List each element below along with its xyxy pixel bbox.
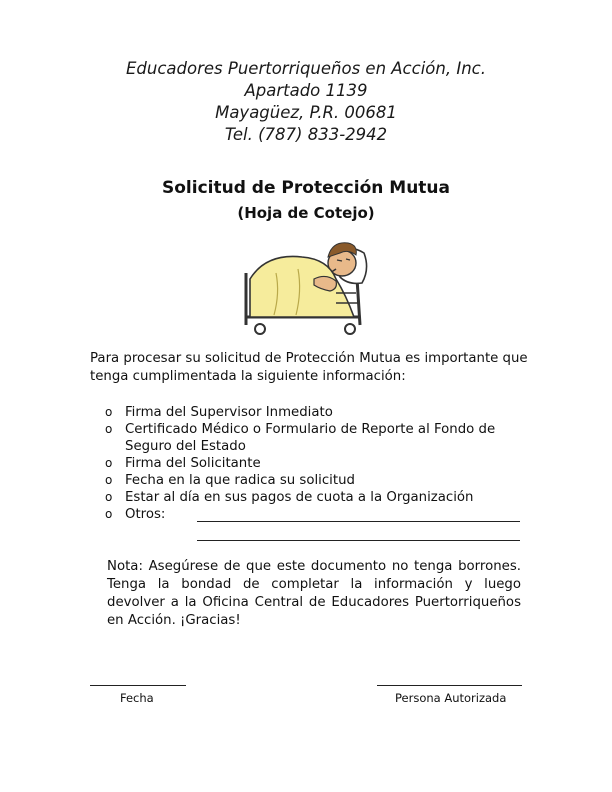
list-item-label: Estar al día en sus pagos de cuota a la Organización <box>125 490 474 505</box>
bullet-icon: o <box>105 473 113 487</box>
address-line-2: Mayagüez, P.R. 00681 <box>215 103 397 122</box>
org-name: Educadores Puertorriqueños en Acción, Inc. <box>126 59 486 78</box>
list-item <box>105 421 535 455</box>
list-item <box>105 489 535 506</box>
list-item-label: Firma del Supervisor Inmediato <box>125 405 333 420</box>
note-paragraph: Nota: Asegúrese de que este documento no tenga borrones. Tenga la bondad de completar la información y luego devolver a la Oficina Central de Educadores Puertorriqueños en Acción. ¡Gracias! <box>107 559 521 628</box>
address-line-1: Apartado 1139 <box>244 81 368 100</box>
fecha-label: Fecha <box>120 691 154 705</box>
otros-label: Otros: <box>125 507 166 522</box>
form-title: Solicitud de Protección Mutua <box>162 178 450 198</box>
phone-number: Tel. (787) 833-2942 <box>224 125 388 144</box>
bullet-icon: o <box>105 507 113 521</box>
list-item-label: Firma del Solicitante <box>125 456 261 471</box>
fecha-signature-line[interactable] <box>90 685 186 686</box>
persona-autorizada-label: Persona Autorizada <box>395 691 507 705</box>
bullet-icon: o <box>105 456 113 470</box>
bullet-icon: o <box>105 405 113 419</box>
list-item-otros <box>105 506 535 523</box>
otros-blank-line-1[interactable] <box>197 521 520 522</box>
list-item-label: Certificado Médico o Formulario de Reporte al Fondo de Seguro del Estado <box>125 422 496 454</box>
list-item <box>105 404 535 421</box>
otros-blank-line-2[interactable] <box>197 540 520 541</box>
list-item-label: Fecha en la que radica su solicitud <box>125 473 355 488</box>
intro-paragraph: Para procesar su solicitud de Protección Mutua es importante que tenga cumplimentada la siguiente información: <box>90 351 528 384</box>
form-subtitle: (Hoja de Cotejo) <box>237 204 375 222</box>
list-item <box>105 472 535 489</box>
sick-person-in-bed-icon <box>236 233 376 337</box>
persona-signature-line[interactable] <box>377 685 522 686</box>
list-item <box>105 455 535 472</box>
requirements-checklist <box>105 404 535 523</box>
bullet-icon: o <box>105 422 113 436</box>
letterhead <box>0 58 612 146</box>
bullet-icon: o <box>105 490 113 504</box>
